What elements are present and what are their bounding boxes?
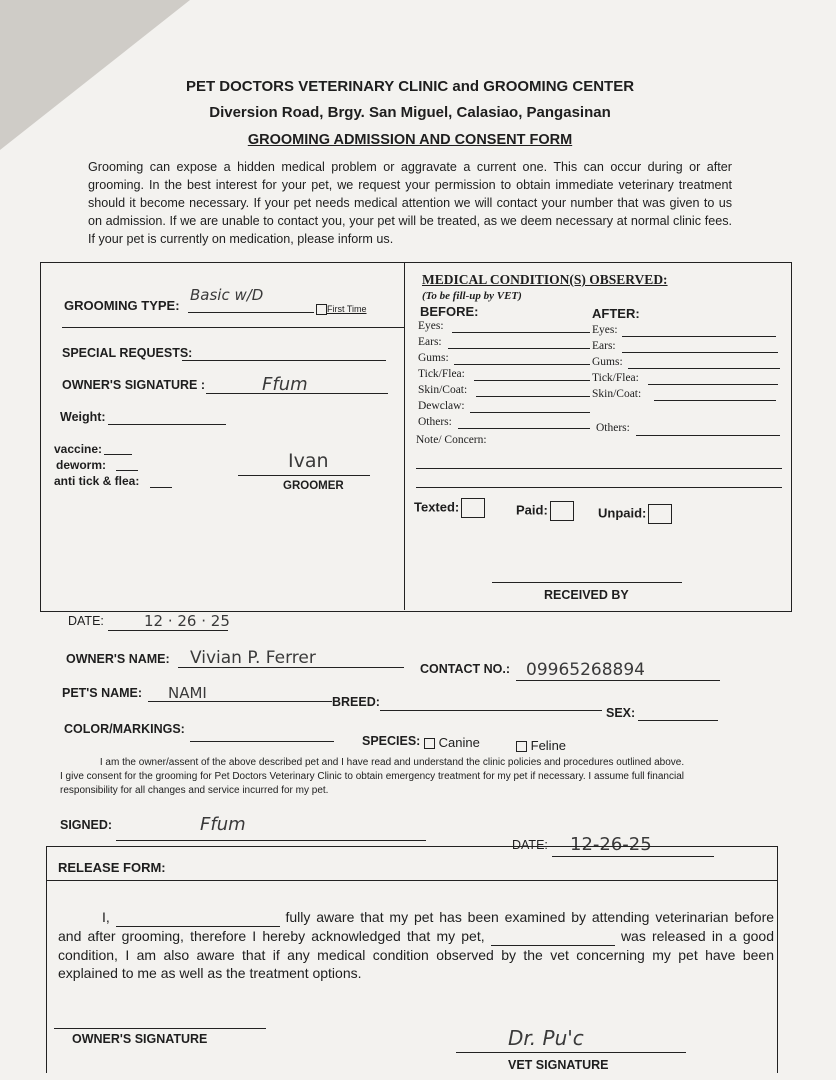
special-requests-label: SPECIAL REQUESTS: (62, 346, 193, 360)
special-requests-line (182, 360, 386, 361)
before-item[interactable]: Eyes: (418, 320, 590, 336)
feline-checkbox[interactable] (516, 741, 527, 752)
medical-condition-subtitle: (To be fill-up by VET) (422, 290, 522, 302)
signed-line (116, 840, 426, 841)
unpaid-option[interactable] (598, 504, 672, 524)
after-item[interactable]: Skin/Coat: (592, 388, 782, 404)
before-item[interactable]: Tick/Flea: (418, 368, 590, 384)
form-title: GROOMING ADMISSION AND CONSENT FORM (247, 132, 573, 148)
first-time-checkbox[interactable] (316, 304, 327, 315)
deworm-line (116, 470, 138, 471)
weight-line (108, 424, 226, 425)
paid-checkbox[interactable] (550, 501, 574, 521)
after-item[interactable]: Gums: (592, 356, 782, 372)
color-line (190, 741, 334, 742)
texted-label: Texted: (414, 499, 460, 515)
release-text-part2: was released in a good condition, I am also aware that if any medical condition observed by the vet concerning my pet have been explained to me as well as the treatment options. (58, 928, 774, 981)
grooming-type-line (188, 312, 314, 313)
consent-line-1: I am the owner/assent of the above described pet and I have read and understand the clinic policies and procedures outlined above. (99, 757, 685, 768)
anti-tick-line (150, 487, 172, 488)
medical-condition-title: MEDICAL CONDITION(S) OBSERVED: (422, 272, 668, 287)
vet-signature-label: VET SIGNATURE (508, 1058, 609, 1072)
before-item[interactable]: Others: (418, 416, 590, 432)
breed-label: BREED: (332, 695, 380, 709)
contact-value[interactable]: 09965268894 (526, 660, 645, 680)
grooming-type-value[interactable]: Basic w/D (190, 286, 264, 304)
paid-option[interactable] (516, 501, 574, 521)
consent-date-label: DATE: (512, 838, 548, 852)
consent-date-value[interactable]: 12-26-25 (570, 834, 652, 855)
canine-checkbox[interactable] (424, 738, 435, 749)
texted-option[interactable] (414, 498, 485, 518)
folded-corner (0, 0, 190, 150)
grooming-extra-line (62, 327, 404, 328)
after-item[interactable]: Ears: (592, 340, 782, 356)
feline-label: Feline (530, 738, 567, 753)
signed-label: SIGNED: (60, 818, 113, 832)
after-item[interactable]: Tick/Flea: (592, 372, 782, 388)
release-pet-blank[interactable] (491, 927, 615, 946)
before-item[interactable]: Dewclaw: (418, 400, 590, 416)
pet-name-label: PET'S NAME: (62, 686, 143, 700)
groomer-label: GROOMER (283, 480, 344, 492)
after-list (592, 324, 782, 404)
release-owner-blank[interactable] (116, 908, 280, 927)
release-i-label: I, (102, 909, 110, 925)
release-title: RELEASE FORM: (58, 860, 166, 875)
color-label: COLOR/MARKINGS: (64, 722, 185, 736)
unpaid-label: Unpaid: (598, 505, 647, 521)
consent-line-2: I give consent for the grooming for Pet Doctors Veterinary Clinic to obtain emergency treatment for my pet if necessary. I assume full financial responsibility for all changes and service incurred for my pet. (60, 771, 684, 796)
vet-signature-value[interactable]: Dr. Pu'c (508, 1026, 584, 1050)
unpaid-checkbox[interactable] (648, 504, 672, 524)
first-time-option[interactable] (316, 304, 367, 315)
vaccine-label: vaccine: (54, 442, 103, 456)
groomer-line (238, 475, 370, 476)
release-owner-signature-label: OWNER'S SIGNATURE (72, 1032, 208, 1046)
clinic-address: Diversion Road, Brgy. San Miguel, Calasiao, Pangasinan (209, 104, 611, 121)
release-owner-signature-line (54, 1028, 266, 1029)
texted-checkbox[interactable] (461, 498, 485, 518)
intro-paragraph: Grooming can expose a hidden medical problem or aggravate a current one. This can occur during or after grooming. In the best interest for your pet, we request your permission to obtain immediate veterinary treatment should it become necessary. If your pet needs medical attention we will contact your number that was given to us on admission. If we are unable to contact you, your pet will be treated, as we deem necessary at normal clinic fees. If your pet is currently on medication, please inform us. (88, 160, 732, 246)
release-paragraph (58, 908, 774, 982)
after-others-line (636, 435, 780, 436)
breed-line (380, 710, 602, 711)
clinic-name: PET DOCTORS VETERINARY CLINIC and GROOMING CENTER (185, 78, 635, 95)
canine-option[interactable] (424, 735, 480, 750)
owner-signature-label: OWNER'S SIGNATURE : (62, 378, 206, 392)
canine-label: Canine (438, 735, 480, 750)
owner-name-value[interactable]: Vivian P. Ferrer (190, 648, 316, 668)
received-by-line (492, 582, 682, 583)
note-line-1 (416, 468, 782, 469)
pet-name-value[interactable]: NAMI (168, 684, 207, 702)
sex-line (638, 720, 718, 721)
after-item[interactable]: Eyes: (592, 324, 782, 340)
after-others-label: Others: (596, 422, 630, 434)
signed-value[interactable]: Ffum (200, 814, 246, 835)
deworm-label: deworm: (56, 458, 107, 472)
received-by-label: RECEIVED BY (544, 588, 629, 602)
owner-name-label: OWNER'S NAME: (66, 652, 170, 666)
first-time-label: First Time (327, 304, 367, 314)
date-line (108, 630, 228, 631)
before-item[interactable]: Ears: (418, 336, 590, 352)
sex-label: SEX: (606, 706, 636, 720)
note-label: Note/ Concern: (416, 434, 487, 446)
paid-label: Paid: (516, 502, 548, 518)
date-value[interactable]: 12 · 26 · 25 (144, 612, 230, 630)
groomer-value[interactable]: Ivan (288, 450, 329, 472)
grooming-type-label: GROOMING TYPE: (64, 298, 180, 313)
anti-tick-label: anti tick & flea: (54, 474, 140, 488)
before-item[interactable]: Skin/Coat: (418, 384, 590, 400)
note-line-2 (416, 487, 782, 488)
before-item[interactable]: Gums: (418, 352, 590, 368)
admission-divider (404, 263, 405, 610)
owner-signature-value[interactable]: Ffum (262, 374, 308, 395)
feline-option[interactable] (516, 738, 566, 753)
vaccine-line (104, 454, 132, 455)
weight-label: Weight: (60, 410, 106, 424)
consent-text (60, 756, 724, 798)
before-list (418, 320, 590, 432)
contact-line (516, 680, 720, 681)
release-title-line (46, 880, 777, 881)
release-text-part1: fully aware that my pet has been examined by attending veterinarian before and after grooming, therefore I hereby acknowledged that my pet, (58, 909, 775, 944)
after-label: AFTER: (592, 306, 640, 321)
date-label: DATE: (68, 614, 104, 628)
before-label: BEFORE: (420, 304, 479, 319)
species-label: SPECIES: (362, 734, 421, 748)
vet-signature-line (456, 1052, 686, 1053)
contact-label: CONTACT NO.: (420, 662, 511, 676)
